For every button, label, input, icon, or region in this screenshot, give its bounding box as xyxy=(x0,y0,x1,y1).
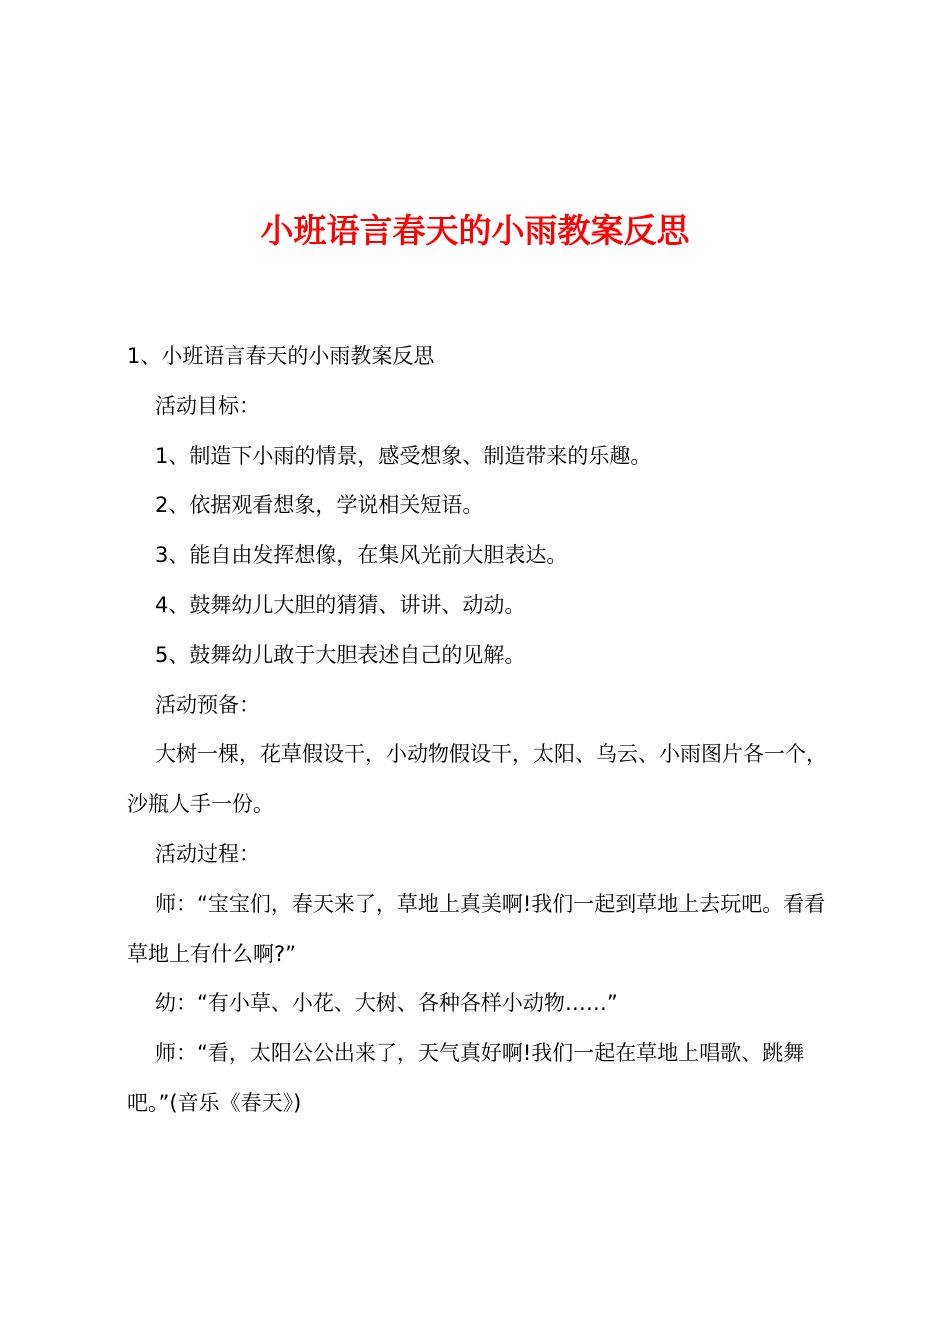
paragraph-goal-5: 5、鼓舞幼儿敢于大胆表述自己的见解。 xyxy=(155,642,526,667)
paragraph-goal-4: 4、鼓舞幼儿大胆的猜猜、讲讲、动动。 xyxy=(155,592,526,617)
paragraph-preparation-materials: 大树一棵，花草假设干，小动物假设干，太阳、乌云、小雨图片各一个，沙瓶人手一份。 xyxy=(127,742,827,817)
document-title: 小班语言春天的小雨教案反思 xyxy=(260,211,690,250)
paragraph-activity-goals-label: 活动目标： xyxy=(155,393,260,418)
paragraph-goal-1: 1、制造下小雨的情景，感受想象、制造带来的乐趣。 xyxy=(155,443,652,468)
paragraph-child-line-1: 幼：“有小草、小花、大树、各种各样小动物……” xyxy=(155,991,618,1016)
paragraph-teacher-line-1: 师：“宝宝们，春天来了，草地上真美啊!我们一起到草地上去玩吧。看看草地上有什么啊?” xyxy=(127,891,826,966)
paragraph-goal-2: 2、依据观看想象，学说相关短语。 xyxy=(155,493,484,518)
paragraph-preparation-label: 活动预备： xyxy=(155,692,260,717)
paragraph-process-label: 活动过程： xyxy=(155,841,260,866)
document-body xyxy=(127,332,833,1129)
paragraph-goal-3: 3、能自由发挥想像，在集风光前大胆表达。 xyxy=(155,543,568,568)
section-heading: 1、小班语言春天的小雨教案反思 xyxy=(127,344,435,368)
paragraph-teacher-line-2: 师：“看，太阳公公出来了，天气真好啊!我们一起在草地上唱歌、跳舞吧。”(音乐《春天》) xyxy=(127,1041,805,1115)
